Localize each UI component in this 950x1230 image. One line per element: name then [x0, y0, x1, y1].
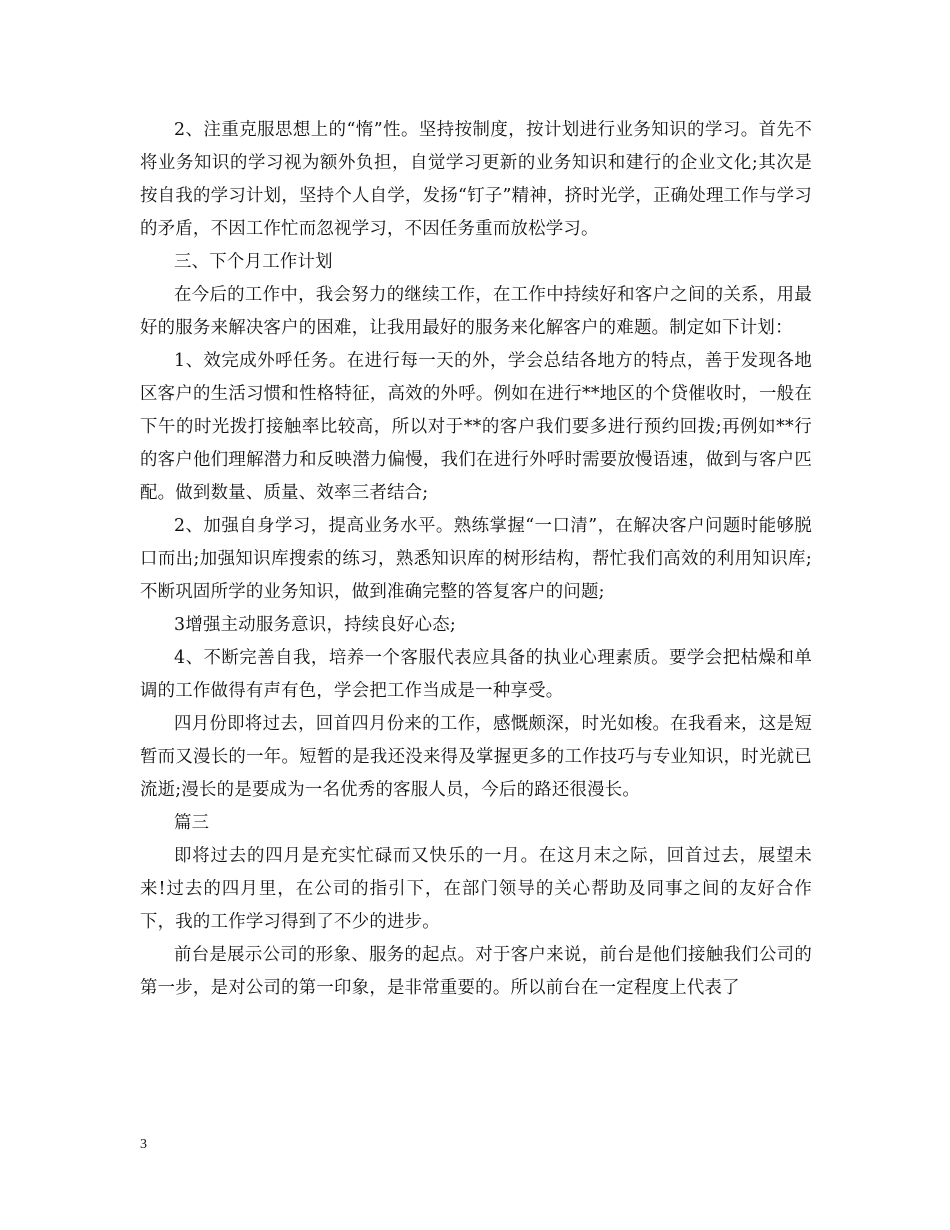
paragraph-front-desk: 前台是展示公司的形象、服务的起点。对于客户来说，前台是他们接触我们公司的第一步，是对公司的第一印象，是非常重要的。所以前台在一定程度上代表了	[140, 945, 812, 998]
paragraph-plan-item-3: 3增强主动服务意识，持续良好心态;	[174, 615, 457, 635]
paragraph-plan-item-2: 2、加强自身学习，提高业务水平。熟练掌握“一口清”，在解决客户问题时能够脱口而出;加强知识库搜索的练习，熟悉知识库的树形结构，帮忙我们高效的利用知识库;不断巩固所学的业务知识，做到准确完整的答复客户的问题;	[140, 516, 812, 602]
paragraph-april-reflection: 四月份即将过去，回首四月份来的工作，感慨颇深，时光如梭。在我看来，这是短暂而又漫长的一年。短暂的是我还没来得及掌握更多的工作技巧与专业知识，时光就已流逝;漫长的是要成为一名优秀的客服人员，今后的路还很漫长。	[140, 714, 812, 800]
section-heading-part-three: 篇三	[174, 813, 210, 833]
paragraph-plan-item-4: 4、不断完善自我，培养一个客服代表应具备的执业心理素质。要学会把枯燥和单调的工作做得有声有色，学会把工作当成是一种享受。	[140, 648, 812, 701]
paragraph-plan-item-1: 1、效完成外呼任务。在进行每一天的外，学会总结各地方的特点，善于发现各地区客户的生活习惯和性格特征，高效的外呼。例如在进行**地区的个贷催收时，一般在下午的时光拨打接触率比较高，所以对于**的客户我们要多进行预约回拨;再例如**行的客户他们理解潜力和反映潜力偏慢，我们在进行外呼时需要放慢语速，做到与客户匹配。做到数量、质量、效率三者结合;	[140, 351, 812, 503]
page-number: 3	[140, 1137, 147, 1152]
document-body	[140, 114, 812, 1005]
paragraph-part-three-intro: 即将过去的四月是充实忙碌而又快乐的一月。在这月末之际，回首过去，展望未来!过去的四月里，在公司的指引下，在部门领导的关心帮助及同事之间的友好合作下，我的工作学习得到了不少的进步。	[140, 846, 812, 932]
section-heading-next-month-plan: 三、下个月工作计划	[174, 252, 333, 272]
paragraph-study-habits: 2、注重克服思想上的“惰”性。坚持按制度，按计划进行业务知识的学习。首先不将业务知识的学习视为额外负担，自觉学习更新的业务知识和建行的企业文化;其次是按自我的学习计划，坚持个人自学，发扬“钉子”精神，挤时光学，正确处理工作与学习的矛盾，不因工作忙而忽视学习，不因任务重而放松学习。	[140, 120, 812, 239]
paragraph-plan-intro: 在今后的工作中，我会努力的继续工作，在工作中持续好和客户之间的关系，用最好的服务来解决客户的困难，让我用最好的服务来化解客户的难题。制定如下计划：	[140, 285, 812, 338]
